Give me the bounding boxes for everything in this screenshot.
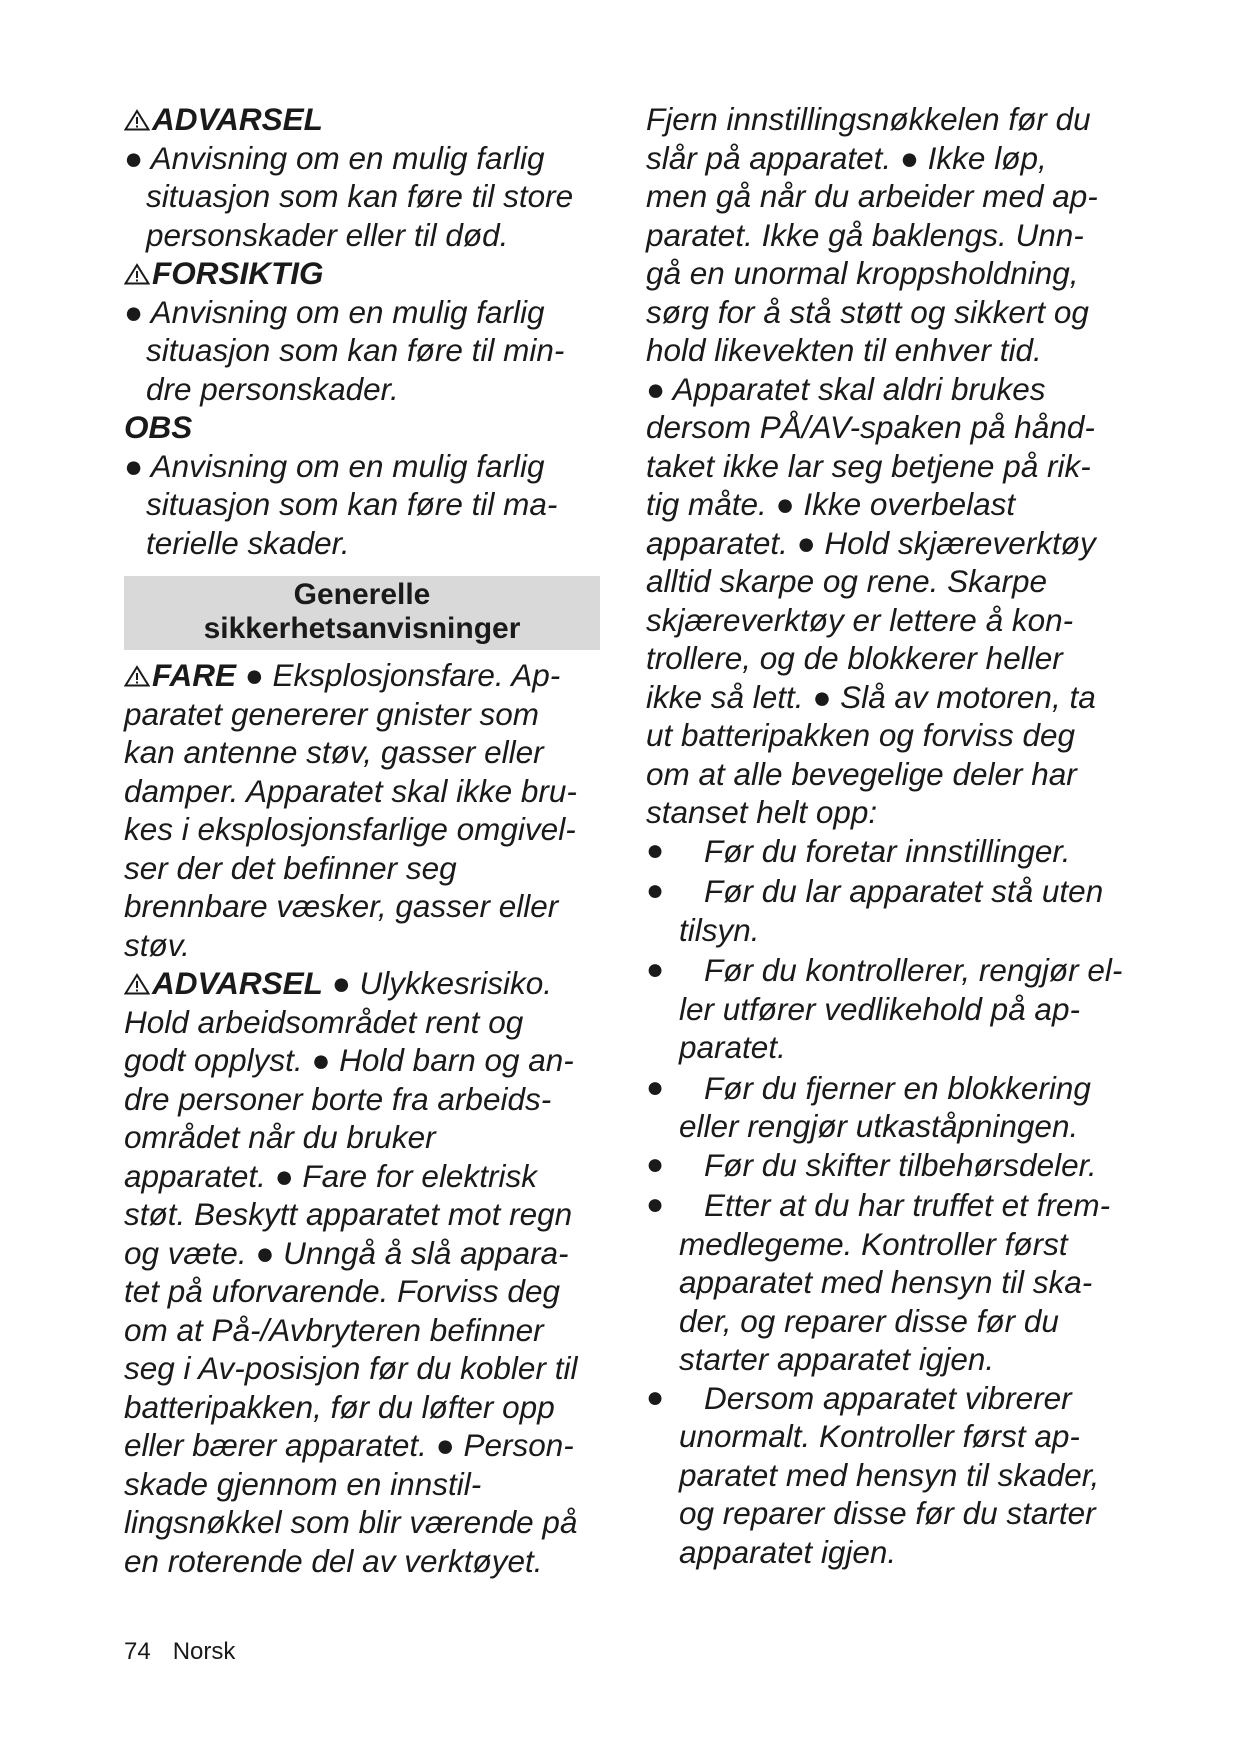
bullet-line: eller rengjør utkaståpningen. xyxy=(679,1108,1079,1144)
warning2-line: området når du bruker xyxy=(124,1119,436,1155)
bullet-icon: ● xyxy=(646,1070,665,1104)
section-title-line: Generelle xyxy=(293,578,431,611)
warning-triangle-icon xyxy=(124,263,150,285)
right-column xyxy=(646,100,1146,1571)
warning-triangle-icon xyxy=(124,973,150,995)
list-item xyxy=(646,1379,1146,1572)
notice-line: situasjon som kan føre til ma- xyxy=(146,486,558,522)
danger-label: FARE xyxy=(152,657,237,693)
bullet-line: og reparer disse før du starter xyxy=(679,1495,1096,1531)
warning2-line: eller bærer apparatet. ● Person- xyxy=(124,1427,574,1463)
paragraph-line: stanset helt opp: xyxy=(646,794,878,830)
right-paragraph xyxy=(646,100,1146,832)
bullet-line: Dersom apparatet vibrerer xyxy=(704,1379,1072,1416)
warning2-line: seg i Av-posisjon før du kobler til xyxy=(124,1350,578,1386)
warning-triangle-icon xyxy=(124,109,150,131)
section-title-line: sikkerhetsanvisninger xyxy=(203,612,521,645)
caution-line: dre personskader. xyxy=(146,370,399,407)
paragraph-line: tig måte. ● Ikke overbelast xyxy=(646,486,1016,522)
danger-line: kes i eksplosjonsfarlige omgivel- xyxy=(124,811,576,847)
warning2-line: dre personer borte fra arbeids- xyxy=(124,1080,552,1117)
paragraph-line: om at alle bevegelige deler har xyxy=(646,755,1077,792)
warning-block xyxy=(124,100,604,254)
bullet-icon: ● xyxy=(646,953,665,986)
bullet-icon: ● xyxy=(646,1380,665,1414)
page-footer xyxy=(124,1638,257,1666)
paragraph-line: men gå når du arbeider med ap- xyxy=(646,178,1098,214)
warning2-line: støt. Beskytt apparatet mot regn xyxy=(124,1196,573,1232)
paragraph-line: taket ikke lar seg betjene på rik- xyxy=(646,447,1091,484)
caution-heading xyxy=(124,254,604,293)
footer-language: Norsk xyxy=(172,1638,236,1665)
danger-line: ser der det befinner seg xyxy=(124,849,457,886)
bullet-line: starter apparatet igjen. xyxy=(679,1341,995,1377)
warning2-line: om at På-/Avbryteren befinner xyxy=(124,1311,544,1348)
bullet-icon: ● xyxy=(646,1147,665,1181)
paragraph-line: gå en unormal kroppsholdning, xyxy=(646,255,1079,291)
warning-line: personskader eller til død. xyxy=(146,216,509,253)
list-item xyxy=(646,1069,1146,1146)
bullet-icon: ● xyxy=(646,874,665,907)
danger-first-line xyxy=(124,656,604,695)
notice-line: ● Anvisning om en mulig farlig xyxy=(124,447,545,484)
notice-line: terielle skader. xyxy=(146,524,350,561)
list-item xyxy=(646,872,1146,949)
warning2-label: ADVARSEL xyxy=(152,965,323,1001)
danger-block xyxy=(124,656,604,964)
left-column xyxy=(124,100,604,1580)
caution-label: FORSIKTIG xyxy=(152,255,324,291)
paragraph-line: ikke så lett. ● Slå av motoren, ta xyxy=(646,678,1096,715)
warning2-line: godt opplyst. ● Hold barn og an- xyxy=(124,1042,574,1078)
paragraph-line: sørg for å stå støtt og sikkert og xyxy=(646,293,1089,330)
bullet-line: Etter at du har truffet et frem- xyxy=(704,1187,1111,1223)
warning-line: situasjon som kan føre til store xyxy=(146,178,574,214)
warning2-line: apparatet. ● Fare for elektrisk xyxy=(124,1157,537,1194)
warning2-first-rest: ● Ulykkesrisiko. xyxy=(322,965,552,1001)
warning-triangle-icon xyxy=(124,665,150,687)
bullet-line: medlegeme. Kontroller først xyxy=(679,1225,1068,1262)
bullet-line: Før du kontrollerer, rengjør el- xyxy=(704,952,1123,988)
warning2-line: skade gjennom en innstil- xyxy=(124,1465,482,1502)
list-item xyxy=(646,951,1146,1067)
bullet-line: Før du foretar innstillinger. xyxy=(704,832,1071,869)
paragraph-line: apparatet. ● Hold skjæreverktøy xyxy=(646,524,1096,561)
caution-block xyxy=(124,254,604,408)
bullet-line: Før du skifter tilbehørsdeler. xyxy=(704,1146,1097,1183)
paragraph-line: alltid skarpe og rene. Skarpe xyxy=(646,563,1047,599)
paragraph-line: dersom PÅ/AV-spaken på hånd- xyxy=(646,409,1095,445)
paragraph-line: slår på apparatet. ● Ikke løp, xyxy=(646,139,1047,176)
paragraph-line: paratet. Ikke gå baklengs. Unn- xyxy=(646,216,1084,253)
bullet-line: paratet. xyxy=(679,1029,786,1065)
warning2-line: lingsnøkkel som blir værende på xyxy=(124,1504,578,1540)
warning2-line: Hold arbeidsområdet rent og xyxy=(124,1003,524,1040)
caution-line: ● Anvisning om en mulig farlig xyxy=(124,293,545,330)
paragraph-line: ut batteripakken og forviss deg xyxy=(646,717,1076,753)
paragraph-line: Fjern innstillingsnøkkelen før du xyxy=(646,101,1091,137)
danger-line: paratet genererer gnister som xyxy=(124,695,539,732)
paragraph-line: trollere, og de blokkerer heller xyxy=(646,640,1063,676)
danger-line: brennbare væsker, gasser eller xyxy=(124,888,559,924)
list-item xyxy=(646,832,1146,871)
warning2-block xyxy=(124,964,604,1580)
bullet-line: tilsyn. xyxy=(679,911,760,948)
paragraph-line: ● Apparatet skal aldri brukes xyxy=(646,370,1046,407)
warning2-line: og væte. ● Unngå å slå appara- xyxy=(124,1234,569,1271)
list-item xyxy=(646,1186,1146,1379)
bullet-line: Før du fjerner en blokkering xyxy=(704,1069,1091,1106)
danger-first-rest: ● Eksplosjonsfare. Ap- xyxy=(236,657,561,693)
bullet-line: Før du lar apparatet stå uten xyxy=(704,873,1104,909)
bullet-line: der, og reparer disse før du xyxy=(679,1302,1059,1339)
caution-line: situasjon som kan føre til min- xyxy=(146,332,565,368)
paragraph-line: hold likevekten til enhver tid. xyxy=(646,332,1042,368)
bullet-list xyxy=(646,832,1146,1572)
notice-block xyxy=(124,408,604,562)
notice-heading: OBS xyxy=(124,409,193,445)
warning2-line: en roterende del av verktøyet. xyxy=(124,1542,543,1579)
warning-heading xyxy=(124,100,604,139)
warning-line: ● Anvisning om en mulig farlig xyxy=(124,139,545,176)
paragraph-line: skjæreverktøy er lettere å kon- xyxy=(646,601,1074,638)
bullet-line: apparatet igjen. xyxy=(679,1533,897,1570)
warning2-line: tet på uforvarende. Forviss deg xyxy=(124,1273,560,1309)
warning2-line: batteripakken, før du løfter opp xyxy=(124,1388,555,1425)
danger-line: damper. Apparatet skal ikke bru- xyxy=(124,772,577,809)
danger-line: støv. xyxy=(124,926,190,963)
warning-label: ADVARSEL xyxy=(152,101,323,137)
list-item xyxy=(646,1146,1146,1185)
bullet-line: apparatet med hensyn til ska- xyxy=(679,1264,1093,1300)
bullet-line: unormalt. Kontroller først ap- xyxy=(679,1418,1080,1454)
warning2-first-line xyxy=(124,964,604,1003)
bullet-icon: ● xyxy=(646,1188,665,1221)
section-heading xyxy=(124,576,600,650)
page-number: 74 xyxy=(124,1638,151,1665)
bullet-line: ler utfører vedlikehold på ap- xyxy=(679,990,1080,1027)
danger-line: kan antenne støv, gasser eller xyxy=(124,734,544,770)
bullet-icon: ● xyxy=(646,833,665,867)
bullet-line: paratet med hensyn til skader, xyxy=(679,1456,1100,1493)
